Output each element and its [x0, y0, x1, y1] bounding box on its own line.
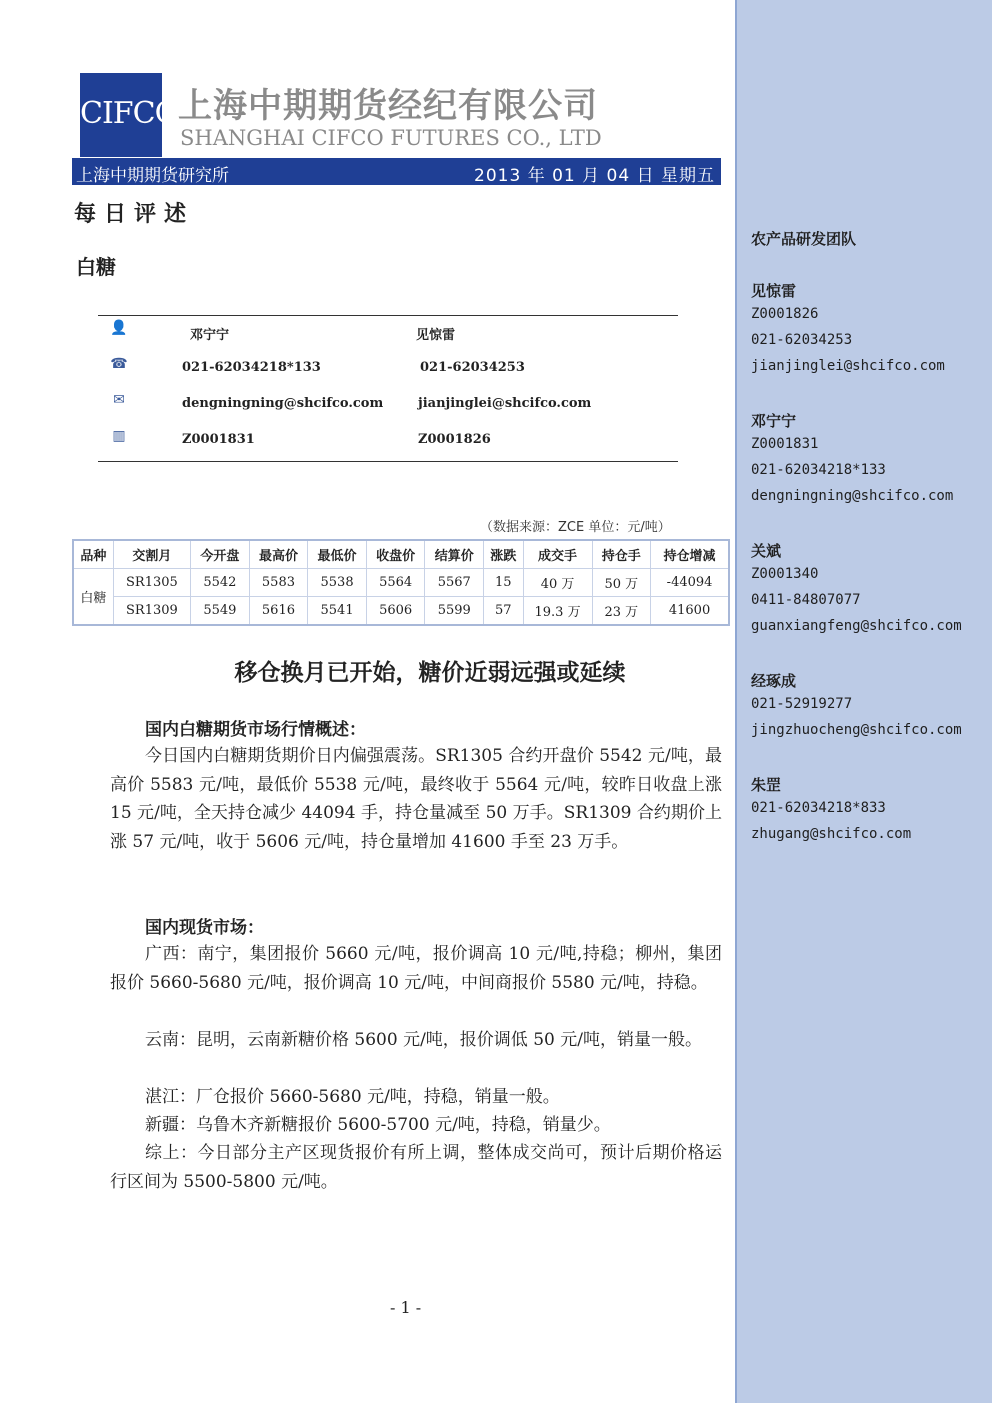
- team-title: 农产品研发团队: [751, 230, 857, 248]
- member-phone: 0411-84807077: [751, 592, 861, 608]
- analyst-name: 邓宁宁: [190, 328, 230, 343]
- member-name: 见惊雷: [751, 282, 797, 300]
- table-cell: 5549: [191, 597, 250, 626]
- member-phone: 021-62034218*133: [751, 462, 886, 478]
- member-name: 朱罡: [751, 776, 782, 794]
- col-header: 涨跌: [484, 540, 524, 569]
- analyst-id: Z0001831: [182, 432, 255, 447]
- col-header: 收盘价: [366, 540, 425, 569]
- section-heading: 国内现货市场：: [145, 918, 264, 938]
- header-bar: [72, 158, 721, 185]
- table-cell: 5606: [366, 597, 425, 626]
- contact-sidebar: [735, 0, 992, 1403]
- person-icon: 👤: [110, 320, 128, 336]
- member-email[interactable]: zhugang@shcifco.com: [751, 826, 912, 842]
- institute-name: 上海中期期货研究所: [76, 166, 229, 186]
- member-phone: 021-62034253: [751, 332, 853, 348]
- table-header-row: [73, 540, 729, 569]
- logo-text: CIFCO: [80, 96, 179, 131]
- member-email[interactable]: jingzhuocheng@shcifco.com: [751, 722, 962, 738]
- analyst-email[interactable]: dengningning@shcifco.com: [182, 396, 384, 411]
- table-cell: 40 万: [523, 569, 592, 597]
- table-cell: 5616: [249, 597, 308, 626]
- analyst-name: 见惊雷: [416, 328, 456, 343]
- commodity-title: 白糖: [76, 255, 116, 279]
- table-cell: 23 万: [592, 597, 651, 626]
- paragraph: 广西：南宁，集团报价 5660 元/吨，报价调高 10 元/吨,持稳；柳州，集团报价 5660-5680 元/吨，报价调高 10 元/吨，中间商报价 5580 元/吨，持稳。: [110, 944, 722, 993]
- member-name: 经琢成: [751, 672, 797, 690]
- col-header: 成交手: [523, 540, 592, 569]
- product-cell: 白糖: [73, 569, 113, 626]
- col-header: 品种: [73, 540, 113, 569]
- table-cell: 5599: [425, 597, 484, 626]
- paragraph: 今日国内白糖期货期价日内偏强震荡。SR1305 合约开盘价 5542 元/吨，最高价 5583 元/吨，最低价 5538 元/吨，最终收于 5564 元/吨，较昨日收盘上涨 15 元/吨，全天持仓减少 44094 手，持仓量减至 50 万手。SR1309 合约期价上涨 57 元/吨，收于 5606 元/吨，持仓量增加 41600 手至 23 万手。: [110, 746, 722, 852]
- report-type: 每日评述: [74, 201, 195, 227]
- analyst-id: Z0001826: [418, 432, 491, 447]
- mail-icon: ✉: [113, 392, 125, 408]
- table-cell: SR1305: [113, 569, 190, 597]
- member-name: 邓宁宁: [751, 412, 797, 430]
- member-email[interactable]: guanxiangfeng@shcifco.com: [751, 618, 962, 634]
- page-number: - 1 -: [390, 1298, 422, 1317]
- table-cell: 41600: [651, 597, 729, 626]
- table-row: [73, 597, 729, 626]
- table-cell: 5538: [308, 569, 367, 597]
- table-cell: 57: [484, 597, 524, 626]
- table-cell: 5542: [191, 569, 250, 597]
- phone-icon: ☎: [110, 356, 128, 372]
- analyst-phone: 021-62034253: [420, 360, 525, 375]
- article-title: 移仓换月已开始，糖价近弱远强或延续: [234, 659, 626, 686]
- futures-quote-table: [72, 539, 730, 626]
- paragraph: 云南：昆明，云南新糖价格 5600 元/吨，报价调低 50 元/吨，销量一般。: [145, 1030, 702, 1050]
- member-phone: 021-52919277: [751, 696, 853, 712]
- paragraph: 湛江：厂仓报价 5660-5680 元/吨，持稳，销量一般。: [145, 1087, 560, 1107]
- table-cell: 5567: [425, 569, 484, 597]
- col-header: 持仓增减: [651, 540, 729, 569]
- analyst-contacts: [98, 315, 678, 462]
- member-name: 关斌: [751, 542, 782, 560]
- col-header: 最高价: [249, 540, 308, 569]
- col-header: 交割月: [113, 540, 190, 569]
- paragraph: 新疆：乌鲁木齐新糖报价 5600-5700 元/吨，持稳，销量少。: [145, 1115, 611, 1135]
- col-header: 今开盘: [191, 540, 250, 569]
- table-cell: 50 万: [592, 569, 651, 597]
- table-cell: 19.3 万: [523, 597, 592, 626]
- company-name-cn: 上海中期期货经纪有限公司: [178, 86, 598, 126]
- table-cell: 5541: [308, 597, 367, 626]
- section-heading: 国内白糖期货市场行情概述：: [145, 720, 366, 740]
- member-id: Z0001831: [751, 436, 819, 452]
- table-cell: -44094: [651, 569, 729, 597]
- analyst-phone: 021-62034218*133: [182, 360, 321, 375]
- table-cell: 5564: [366, 569, 425, 597]
- paragraph: 综上：今日部分主产区现货报价有所上调，整体成交尚可，预计后期价格运行区间为 5500-5800 元/吨。: [110, 1143, 722, 1192]
- member-email[interactable]: jianjinglei@shcifco.com: [751, 358, 945, 374]
- analyst-email[interactable]: jianjinglei@shcifco.com: [418, 396, 592, 411]
- col-header: 结算价: [425, 540, 484, 569]
- company-name-en: SHANGHAI CIFCO FUTURES CO., LTD: [180, 126, 602, 150]
- col-header: 最低价: [308, 540, 367, 569]
- member-phone: 021-62034218*833: [751, 800, 886, 816]
- member-email[interactable]: dengningning@shcifco.com: [751, 488, 954, 504]
- table-cell: 15: [484, 569, 524, 597]
- data-source-note: （数据来源：ZCE 单位：元/吨）: [480, 520, 671, 535]
- report-date: 2013 年 01 月 04 日 星期五: [474, 166, 715, 186]
- id-card-icon: ▥: [112, 428, 126, 444]
- col-header: 持仓手: [592, 540, 651, 569]
- table-row: [73, 569, 729, 597]
- member-id: Z0001340: [751, 566, 819, 582]
- table-cell: 5583: [249, 569, 308, 597]
- table-cell: SR1309: [113, 597, 190, 626]
- member-id: Z0001826: [751, 306, 819, 322]
